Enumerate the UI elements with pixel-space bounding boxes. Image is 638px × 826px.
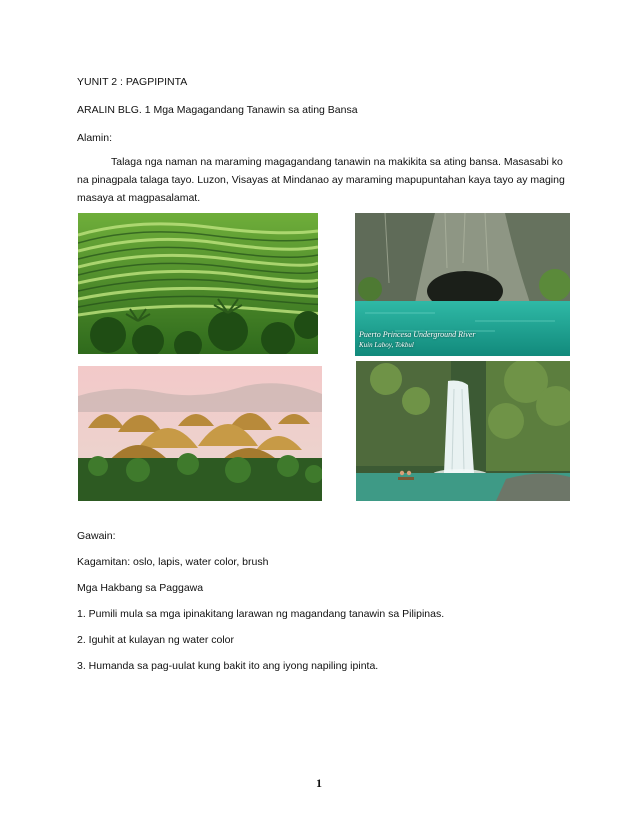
rice-terraces-photo	[78, 213, 318, 354]
gawain-label: Gawain:	[77, 530, 116, 542]
photo-caption: Puerto Princesa Underground River Kuin Laboy, Tokbul	[359, 330, 476, 349]
waterfall-photo	[356, 361, 570, 501]
chocolate-hills-photo	[78, 366, 322, 501]
lesson-title: ARALIN BLG. 1 Mga Magagandang Tanawin sa ating Bansa	[77, 104, 358, 116]
page-number: 1	[316, 776, 322, 790]
step-3: 3. Humanda sa pag-uulat kung bakit ito ang iyong napiling ipinta.	[77, 660, 379, 672]
materials-line: Kagamitan: oslo, lapis, water color, brush	[77, 556, 269, 568]
intro-paragraph: Talaga nga naman na maraming magagandang tanawin na makikita sa ating bansa. Masasabi ko na pinagpala talaga tayo. Luzon, Visayas at Mindanao ay maraming mapupuntahan kaya tayo ay maging masaya at magpasalamat.	[77, 156, 565, 204]
steps-heading: Mga Hakbang sa Paggawa	[77, 582, 204, 594]
step-1: 1. Pumili mula sa mga ipinakitang larawan ng magandang tanawin sa Pilipinas.	[77, 608, 445, 620]
unit-heading: YUNIT 2 : PAGPIPINTA	[77, 76, 188, 88]
alamin-label: Alamin:	[77, 132, 113, 144]
step-2: 2. Iguhit at kulayan ng water color	[77, 634, 235, 646]
underground-river-photo	[355, 213, 570, 356]
